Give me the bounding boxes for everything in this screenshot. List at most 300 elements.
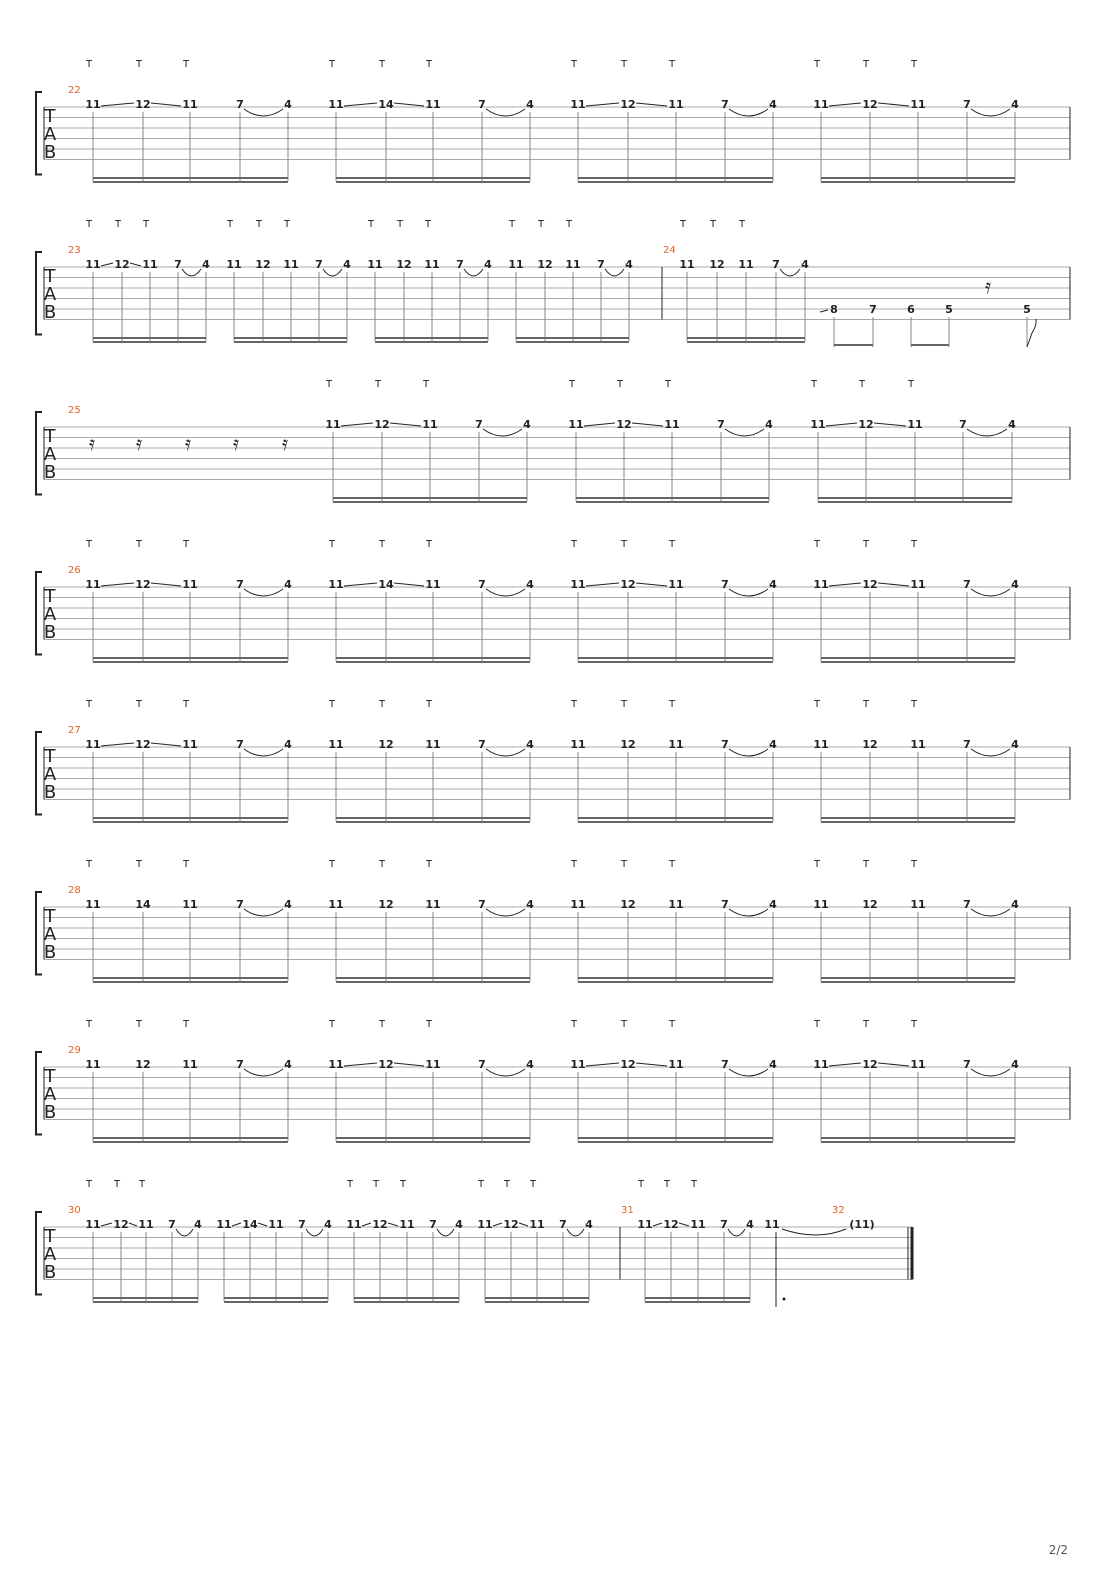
- fret-number: 7: [869, 303, 877, 316]
- tap-mark: T: [85, 219, 93, 230]
- flag: [1027, 319, 1036, 347]
- slide-line: [390, 423, 421, 426]
- tap-mark: T: [85, 539, 93, 550]
- fret-number: 11: [668, 1058, 684, 1071]
- tap-mark: T: [378, 859, 386, 870]
- fret-number: 11: [85, 738, 101, 751]
- legato-arc: [176, 1229, 193, 1236]
- measure-number: 32: [832, 1205, 845, 1216]
- legato-arc: [780, 269, 800, 276]
- legato-arc: [244, 1069, 283, 1076]
- slide-line: [584, 423, 615, 426]
- system-bracket: [36, 252, 42, 335]
- fret-number: 12: [378, 898, 394, 911]
- legato-arc: [971, 749, 1010, 756]
- legato-arc: [967, 429, 1007, 436]
- fret-number: 11: [85, 1058, 101, 1071]
- rest-symbol: 𝄿: [135, 431, 143, 455]
- fret-number: 12: [135, 738, 151, 751]
- tap-mark: T: [570, 1019, 578, 1030]
- slide-line: [388, 1223, 398, 1226]
- fret-number: 4: [455, 1218, 463, 1231]
- tap-mark: T: [328, 539, 336, 550]
- fret-number: 11: [182, 98, 198, 111]
- slide-line: [829, 1063, 861, 1066]
- tap-mark: T: [637, 1179, 645, 1190]
- legato-arc: [729, 749, 768, 756]
- tap-mark: T: [537, 219, 545, 230]
- tap-mark: T: [422, 379, 430, 390]
- fret-number: 7: [478, 578, 486, 591]
- measure-number: 29: [68, 1045, 81, 1056]
- tap-mark: T: [113, 1179, 121, 1190]
- fret-number: 12: [378, 738, 394, 751]
- fret-number: 11: [424, 258, 440, 271]
- system-bracket: [36, 92, 42, 175]
- fret-number: 5: [945, 303, 953, 316]
- tap-mark: T: [378, 59, 386, 70]
- slide-line: [129, 1223, 137, 1226]
- slide-line: [344, 583, 377, 586]
- rest-symbol: 𝄿: [184, 431, 192, 455]
- tap-mark: T: [425, 859, 433, 870]
- fret-number: 4: [284, 98, 292, 111]
- fret-number: 4: [526, 98, 534, 111]
- fret-number: 12: [862, 1058, 878, 1071]
- measure-number: 23: [68, 245, 81, 256]
- legato-arc: [244, 589, 283, 596]
- tap-mark: T: [862, 59, 870, 70]
- fret-number: 7: [721, 1058, 729, 1071]
- measure-number: 30: [68, 1205, 81, 1216]
- fret-number: 12: [372, 1218, 388, 1231]
- fret-number: 7: [236, 98, 244, 111]
- tap-mark: T: [328, 859, 336, 870]
- tab-clef-letter: A: [43, 444, 57, 465]
- fret-number: 4: [585, 1218, 593, 1231]
- tap-mark: T: [620, 699, 628, 710]
- legato-arc: [182, 269, 201, 276]
- slide-line: [101, 103, 134, 106]
- measure-number: 26: [68, 565, 81, 576]
- fret-number: 11: [346, 1218, 362, 1231]
- tap-mark: T: [378, 699, 386, 710]
- fret-number: 7: [559, 1218, 567, 1231]
- fret-number: 11: [399, 1218, 415, 1231]
- fret-number: 11: [668, 898, 684, 911]
- fret-number: 4: [202, 258, 210, 271]
- fret-number: 11: [570, 898, 586, 911]
- fret-number: 4: [526, 898, 534, 911]
- fret-number: 12: [620, 738, 636, 751]
- tab-clef-letter: B: [43, 782, 57, 803]
- fret-number: 4: [284, 1058, 292, 1071]
- rest-symbol: 𝄿: [281, 431, 289, 455]
- fret-number: 12: [862, 98, 878, 111]
- fret-number: 7: [963, 578, 971, 591]
- tap-mark: T: [135, 859, 143, 870]
- slide-line: [232, 1223, 241, 1226]
- slide-line: [636, 1063, 667, 1066]
- tab-clef-letter: A: [43, 764, 57, 785]
- fret-number: 4: [523, 418, 531, 431]
- fret-number: 7: [721, 578, 729, 591]
- legato-arc: [729, 909, 768, 916]
- system-bracket: [36, 732, 42, 815]
- fret-number: 12: [503, 1218, 519, 1231]
- fret-number: 11: [690, 1218, 706, 1231]
- fret-number: 11: [570, 738, 586, 751]
- fret-number: 11: [813, 898, 829, 911]
- tap-mark: T: [135, 539, 143, 550]
- fret-number: 11: [85, 1218, 101, 1231]
- fret-number: 11: [910, 738, 926, 751]
- tab-clef-letter: A: [43, 124, 57, 145]
- fret-number: 7: [717, 418, 725, 431]
- fret-number: 11: [810, 418, 826, 431]
- tap-mark: T: [372, 1179, 380, 1190]
- legato-arc: [306, 1229, 323, 1236]
- tap-mark: T: [570, 859, 578, 870]
- slide-line: [394, 103, 424, 106]
- fret-number: 7: [478, 1058, 486, 1071]
- fret-number: 11: [477, 1218, 493, 1231]
- fret-number: 4: [769, 1058, 777, 1071]
- fret-number: 4: [1008, 418, 1016, 431]
- tab-clef-letter: T: [44, 426, 56, 447]
- tap-mark: T: [620, 1019, 628, 1030]
- tap-mark: T: [663, 1179, 671, 1190]
- fret-number: 11: [570, 1058, 586, 1071]
- tap-mark: T: [620, 859, 628, 870]
- fret-number: 12: [858, 418, 874, 431]
- fret-number: 11: [283, 258, 299, 271]
- tap-mark: T: [182, 1019, 190, 1030]
- fret-number: 4: [1011, 738, 1019, 751]
- tap-mark: T: [620, 539, 628, 550]
- fret-number: 11: [328, 578, 344, 591]
- legato-arc: [971, 1069, 1010, 1076]
- fret-number: 7: [236, 898, 244, 911]
- fret-number: 11: [813, 738, 829, 751]
- tap-mark: T: [813, 539, 821, 550]
- legato-arc: [729, 589, 768, 596]
- fret-number: 8: [830, 303, 838, 316]
- fret-number: 7: [174, 258, 182, 271]
- tap-mark: T: [910, 1019, 918, 1030]
- legato-arc: [437, 1229, 454, 1236]
- tap-mark: T: [378, 1019, 386, 1030]
- slide-line: [874, 423, 906, 426]
- tap-mark: T: [810, 379, 818, 390]
- fret-number: 11: [910, 898, 926, 911]
- legato-arc: [244, 909, 283, 916]
- fret-number: 4: [284, 578, 292, 591]
- tap-mark: T: [862, 539, 870, 550]
- fret-number: 12: [620, 1058, 636, 1071]
- tap-mark: T: [424, 219, 432, 230]
- fret-number: 11: [910, 1058, 926, 1071]
- fret-number: 12: [620, 98, 636, 111]
- tap-mark: T: [396, 219, 404, 230]
- tap-mark: T: [568, 379, 576, 390]
- fret-number: 12: [709, 258, 725, 271]
- legato-arc: [486, 1069, 525, 1076]
- tab-clef-letter: T: [44, 1066, 56, 1087]
- fret-number: 7: [315, 258, 323, 271]
- tie-arc: [782, 1229, 846, 1235]
- tap-mark: T: [620, 59, 628, 70]
- slide-line: [101, 1223, 112, 1226]
- tap-mark: T: [813, 859, 821, 870]
- tap-mark: T: [283, 219, 291, 230]
- fret-number: 7: [456, 258, 464, 271]
- fret-number: 12: [255, 258, 271, 271]
- fret-number: 11: [738, 258, 754, 271]
- fret-number: 4: [769, 738, 777, 751]
- slide-line: [878, 583, 909, 586]
- tab-clef-letter: A: [43, 924, 57, 945]
- fret-number: 11: [813, 578, 829, 591]
- tab-clef-letter: B: [43, 462, 57, 483]
- tap-mark: T: [862, 1019, 870, 1030]
- fret-number: 11: [570, 98, 586, 111]
- legato-arc: [464, 269, 483, 276]
- legato-arc: [725, 429, 764, 436]
- fret-number: 12: [537, 258, 553, 271]
- fret-number: 14: [378, 98, 394, 111]
- slide-line: [101, 263, 113, 266]
- slide-line: [394, 583, 424, 586]
- tap-mark: T: [346, 1179, 354, 1190]
- fret-number: 7: [236, 738, 244, 751]
- tap-mark: T: [664, 379, 672, 390]
- fret-number: 7: [963, 98, 971, 111]
- fret-number: 11: [328, 898, 344, 911]
- fret-number: 4: [769, 578, 777, 591]
- tab-clef-letter: T: [44, 1226, 56, 1247]
- tap-mark: T: [813, 699, 821, 710]
- tab-clef-letter: T: [44, 746, 56, 767]
- fret-number: 11: [425, 898, 441, 911]
- fret-number: 5: [1023, 303, 1031, 316]
- tap-mark: T: [255, 219, 263, 230]
- fret-number: 6: [907, 303, 915, 316]
- slide-in-line: [820, 310, 828, 312]
- fret-number: 4: [1011, 98, 1019, 111]
- fret-number: 7: [963, 1058, 971, 1071]
- tap-mark: T: [570, 539, 578, 550]
- fret-number: 11: [85, 898, 101, 911]
- fret-number: 14: [378, 578, 394, 591]
- tap-mark: T: [679, 219, 687, 230]
- slide-line: [679, 1223, 689, 1226]
- slide-line: [826, 423, 857, 426]
- legato-arc: [486, 589, 525, 596]
- fret-number: 11: [216, 1218, 232, 1231]
- tap-mark: T: [138, 1179, 146, 1190]
- slide-line: [493, 1223, 502, 1226]
- fret-number: 4: [284, 898, 292, 911]
- tap-mark: T: [690, 1179, 698, 1190]
- tap-mark: T: [503, 1179, 511, 1190]
- legato-arc: [244, 109, 283, 116]
- fret-number: 11: [425, 1058, 441, 1071]
- fret-number: 11: [328, 1058, 344, 1071]
- tap-mark: T: [425, 1019, 433, 1030]
- fret-number: 11: [565, 258, 581, 271]
- tap-mark: T: [910, 59, 918, 70]
- fret-number: 11: [425, 578, 441, 591]
- fret-number: 7: [963, 898, 971, 911]
- tap-mark: T: [325, 379, 333, 390]
- fret-number: 4: [1011, 898, 1019, 911]
- fret-number: 4: [801, 258, 809, 271]
- tap-mark: T: [668, 539, 676, 550]
- tap-mark: T: [328, 1019, 336, 1030]
- fret-number: 4: [1011, 1058, 1019, 1071]
- tap-mark: T: [565, 219, 573, 230]
- legato-arc: [486, 109, 525, 116]
- tap-mark: T: [477, 1179, 485, 1190]
- legato-arc: [486, 909, 525, 916]
- tap-mark: T: [85, 1179, 93, 1190]
- tap-mark: T: [709, 219, 717, 230]
- slide-line: [101, 583, 134, 586]
- fret-number: 4: [343, 258, 351, 271]
- slide-line: [151, 583, 181, 586]
- measure-number: 28: [68, 885, 81, 896]
- tap-mark: T: [508, 219, 516, 230]
- tap-mark: T: [182, 59, 190, 70]
- fret-number: 4: [484, 258, 492, 271]
- tap-mark: T: [328, 59, 336, 70]
- tap-mark: T: [616, 379, 624, 390]
- slide-line: [362, 1223, 371, 1226]
- tab-clef-letter: B: [43, 142, 57, 163]
- tap-mark: T: [425, 699, 433, 710]
- fret-number: 4: [324, 1218, 332, 1231]
- fret-number: 4: [769, 98, 777, 111]
- fret-number: 11: [907, 418, 923, 431]
- slide-line: [586, 103, 619, 106]
- tab-clef-letter: A: [43, 1084, 57, 1105]
- slide-line: [829, 583, 861, 586]
- system-bracket: [36, 892, 42, 975]
- tap-mark: T: [668, 699, 676, 710]
- fret-number: 11: [422, 418, 438, 431]
- tap-mark: T: [813, 59, 821, 70]
- fret-number: 11: [570, 578, 586, 591]
- tap-mark: T: [529, 1179, 537, 1190]
- rest-symbol: 𝄿: [232, 431, 240, 455]
- slide-line: [586, 1063, 619, 1066]
- slide-line: [653, 1223, 662, 1226]
- slide-line: [130, 263, 141, 266]
- legato-arc: [971, 109, 1010, 116]
- fret-number: 11: [182, 1058, 198, 1071]
- slide-line: [151, 743, 181, 746]
- tap-mark: T: [425, 59, 433, 70]
- fret-number: 11: [679, 258, 695, 271]
- tap-mark: T: [85, 59, 93, 70]
- tap-mark: T: [182, 539, 190, 550]
- fret-number: 4: [526, 1058, 534, 1071]
- fret-number: 11: [664, 418, 680, 431]
- tap-mark: T: [135, 699, 143, 710]
- tab-clef-letter: T: [44, 266, 56, 287]
- tap-mark: T: [570, 59, 578, 70]
- slide-line: [586, 583, 619, 586]
- measure-number: 27: [68, 725, 81, 736]
- fret-number: 11: [508, 258, 524, 271]
- slide-line: [101, 743, 134, 746]
- fret-number: 12: [620, 898, 636, 911]
- tap-mark: T: [813, 1019, 821, 1030]
- fret-number: 7: [429, 1218, 437, 1231]
- slide-line: [394, 1063, 424, 1066]
- tab-clef-letter: B: [43, 1262, 57, 1283]
- fret-number: 11: [568, 418, 584, 431]
- tap-mark: T: [85, 1019, 93, 1030]
- legato-arc: [567, 1229, 584, 1236]
- tap-mark: T: [85, 859, 93, 870]
- tap-mark: T: [142, 219, 150, 230]
- tap-mark: T: [668, 59, 676, 70]
- dotted-note: [783, 1298, 786, 1301]
- tap-mark: T: [226, 219, 234, 230]
- fret-number: 12: [862, 738, 878, 751]
- fret-number: 12: [663, 1218, 679, 1231]
- system-bracket: [36, 412, 42, 495]
- tab-clef-letter: B: [43, 622, 57, 643]
- tab-clef-letter: A: [43, 284, 57, 305]
- tied-fret-number: (11): [849, 1218, 875, 1231]
- legato-arc: [729, 109, 768, 116]
- fret-number: 7: [478, 738, 486, 751]
- fret-number: 11: [328, 98, 344, 111]
- tap-mark: T: [114, 219, 122, 230]
- tab-clef-letter: T: [44, 906, 56, 927]
- fret-number: 4: [765, 418, 773, 431]
- system-bracket: [36, 572, 42, 655]
- fret-number: 11: [325, 418, 341, 431]
- fret-number: 7: [475, 418, 483, 431]
- tab-clef-letter: B: [43, 942, 57, 963]
- tap-mark: T: [328, 699, 336, 710]
- tap-mark: T: [862, 699, 870, 710]
- fret-number: 7: [721, 898, 729, 911]
- fret-number: 11: [138, 1218, 154, 1231]
- legato-arc: [244, 749, 283, 756]
- tap-mark: T: [910, 859, 918, 870]
- fret-number: 11: [425, 98, 441, 111]
- fret-number: 12: [620, 578, 636, 591]
- fret-number: 11: [637, 1218, 653, 1231]
- fret-number: 11: [764, 1218, 780, 1231]
- fret-number: 7: [772, 258, 780, 271]
- fret-number: 11: [226, 258, 242, 271]
- fret-number: 11: [85, 258, 101, 271]
- tab-clef-letter: B: [43, 302, 57, 323]
- slide-line: [151, 103, 181, 106]
- slide-line: [878, 1063, 909, 1066]
- fret-number: 11: [367, 258, 383, 271]
- slide-line: [344, 103, 377, 106]
- fret-number: 12: [135, 1058, 151, 1071]
- legato-arc: [729, 1069, 768, 1076]
- fret-number: 11: [182, 898, 198, 911]
